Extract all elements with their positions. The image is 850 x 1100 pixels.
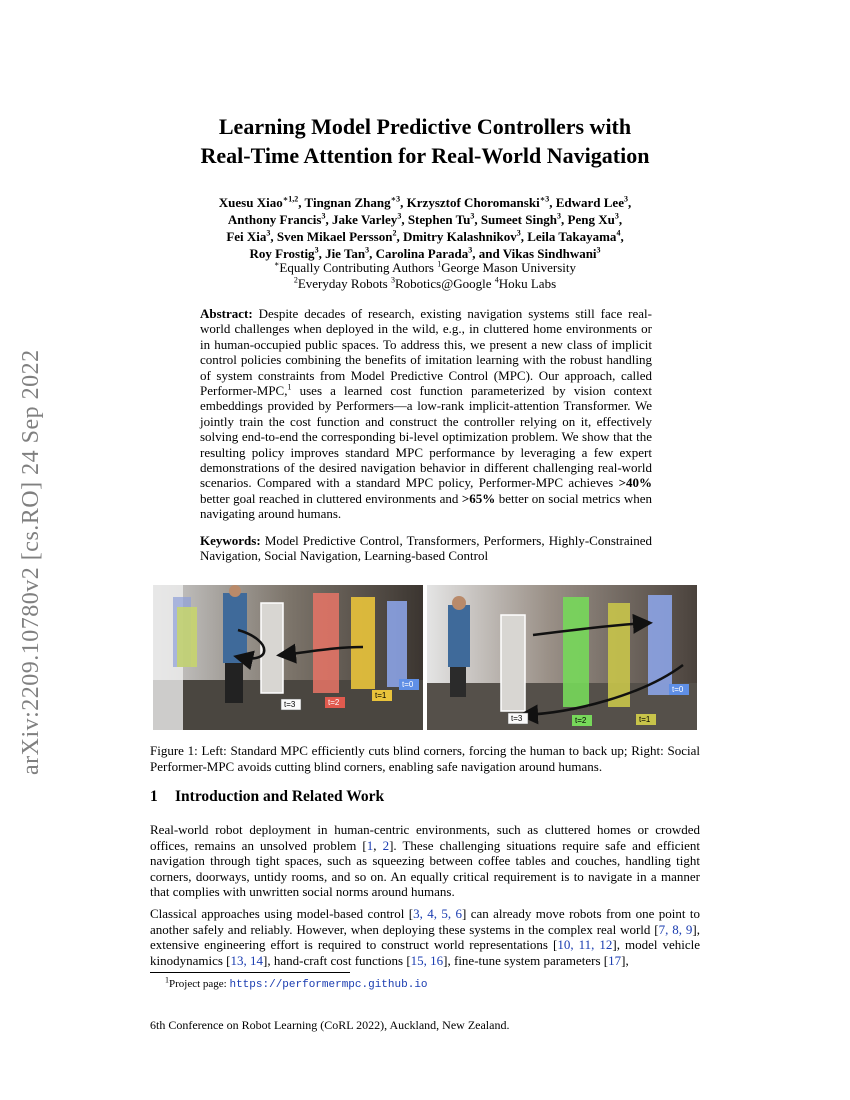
author: and Vikas Sindhwani$^3$ (478, 245, 601, 261)
figure-1-photos (153, 585, 697, 730)
arxiv-identifier: arXiv:2209.10780v2 [cs.RO] 24 Sep 2022 (18, 349, 44, 775)
project-page-link[interactable]: https://performermpc.github.io (229, 979, 428, 991)
citation-link[interactable]: 3, 4, 5, 6 (413, 906, 463, 921)
section-title: Introduction and Related Work (175, 788, 385, 805)
author: Roy Frostig$^3$, (249, 245, 326, 261)
right-label-t2: t=2 (575, 716, 587, 725)
citation-link[interactable]: 15, 16 (410, 952, 444, 968)
affiliation-line-2: $^2$Everyday Robots $^3$Robotics@Google $^4$Hoku Labs (293, 275, 557, 291)
author: Xuesu Xiao$^{∗1,2}$, (218, 194, 305, 210)
citation-link[interactable]: 7, 8, 9 (658, 921, 693, 937)
title-line-2: Real-Time Attention for Real-World Navigation (200, 143, 650, 168)
author: Sven Mikael Persson$^2$, (276, 228, 403, 244)
citation-link[interactable]: 13, 14 (230, 952, 264, 968)
right-label-t3: t=3 (511, 714, 523, 723)
right-label-t0: t=0 (672, 685, 684, 694)
left-label-t3: t=3 (284, 700, 296, 709)
citation-link[interactable]: 17 (608, 952, 622, 968)
right-label-t1: t=1 (639, 715, 651, 724)
citation-link[interactable]: 1 (366, 837, 374, 853)
author: Stephen Tu$^3$, (407, 211, 481, 227)
author: Dmitry Kalashnikov$^3$, (402, 228, 528, 244)
keywords: Keywords: Model Predictive Control, Transformers, Performers, Highly-Constrained Navigation, Social Navigation, Learning-based Control (200, 533, 652, 564)
author: Jie Tan$^3$, (325, 245, 376, 261)
author: Leila Takayama$^4$, (527, 228, 624, 244)
title-line-1: Learning Model Predictive Controllers with (218, 114, 632, 139)
figure-caption: Figure 1: Left: Standard MPC efficiently cuts blind corners, forcing the human to back up; Right: Social Performer-MPC avoids cutting blind corners, enabling safe navigation around humans. (150, 743, 700, 774)
left-label-t0: t=0 (402, 680, 414, 689)
affiliation-line-1: ∗Equally Contributing Authors $^1$George Mason University (273, 259, 577, 275)
author-list (150, 194, 700, 262)
author: Carolina Parada$^3$, (375, 245, 479, 261)
citation-link[interactable]: 2 (382, 837, 390, 853)
section-number: 1 (150, 788, 158, 805)
section-heading (150, 788, 700, 806)
venue-note: 6th Conference on Robot Learning (CoRL 2022), Auckland, New Zealand. (150, 1018, 510, 1032)
footnote: $^1$Project page: https://performermpc.github.io (165, 975, 428, 991)
author: Jake Varley$^3$, (331, 211, 408, 227)
author: Edward Lee$^3$, (555, 194, 632, 210)
author: Krzysztof Choromanski$^{∗3}$, (406, 194, 556, 210)
author: Sumeet Singh$^3$, (480, 211, 568, 227)
figure-1 (153, 585, 697, 730)
author: Tingnan Zhang$^{∗3}$, (304, 194, 407, 210)
keywords-label: Keywords: (200, 533, 261, 548)
paper-title (150, 112, 700, 170)
affiliations (150, 260, 700, 292)
citation-link[interactable]: 10, 11, 12 (557, 937, 613, 952)
author: Anthony Francis$^3$, (227, 211, 332, 227)
intro-paragraph-2: Classical approaches using model-based control [3, 4, 5, 6] can already move robots from one point to another safely and reliably. However, when deploying these systems in the complex real world [7, 8, 9], extensive engineering effort is required to construct world representations [10, 11, 12], model vehicle kinodynamics [13, 14], hand-craft cost functions [15, 16], fine-tune system parameters [17], (150, 906, 700, 968)
right-photo (427, 585, 697, 730)
intro-paragraph-1: Real-world robot deployment in human-centric environments, such as cluttered homes or crowded offices, remains an unsolved problem [1, 2]. These challenging situations require safe and efficient navigation through tight spaces, such as squeezing between coffee tables and couches, handling tight corners, doorways, untidy rooms, and so on. An equally critical requirement is to navigate in a manner that complies with unwritten social norms around humans. (150, 822, 701, 899)
left-label-t2: t=2 (328, 698, 340, 707)
author: Fei Xia$^3$, (226, 228, 277, 244)
footnote-divider (150, 972, 350, 973)
abstract-label: Abstract: (200, 306, 253, 321)
abstract: Abstract: Despite decades of research, existing navigation systems still face real-world challenges when deployed in the wild, e.g., in cluttered home environments or in human-occupied public spaces. To address this, we present a new class of implicit control policies combining the benefits of imitation learning with the robust handling of system constraints from Model Predictive Control (MPC). Our approach, called Performer-MPC,$^1$ uses a learned cost function parameterized by vision context embeddings provided by Performers—a low-rank implicit-attention Transformer. We jointly train the cost function and construct the controller relying on it, effectively solving end-to-end the corresponding bi-level optimization problem. We show that the resulting policy improves standard MPC performance by leveraging a few expert demonstrations of the desired navigation behavior in different challenging real-world scenarios. Compared with a standard MPC policy, Performer-MPC achieves >40% better goal reached in cluttered environments and >65% better on social metrics when navigating around humans. (200, 306, 652, 522)
footnote-marker[interactable]: 1 (287, 382, 292, 392)
author: Peng Xu$^3$, (567, 211, 623, 227)
left-label-t1: t=1 (375, 691, 387, 700)
